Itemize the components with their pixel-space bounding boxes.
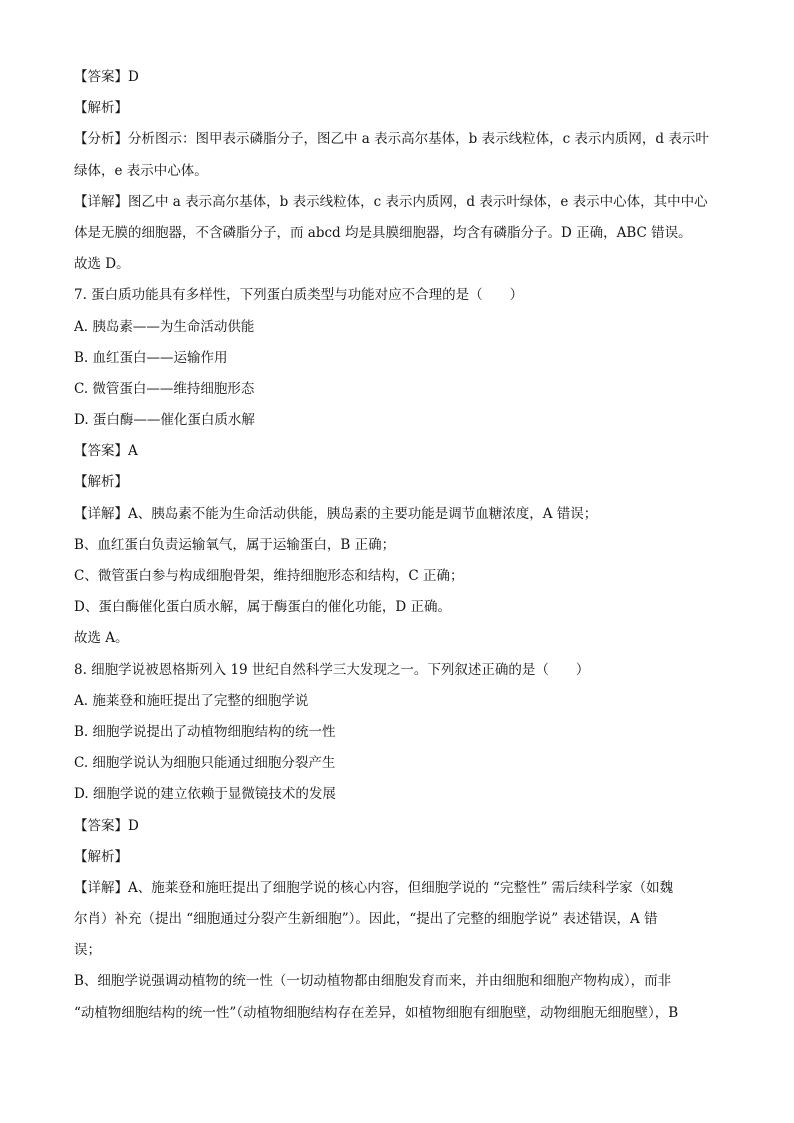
question-7-option-d: D. 蛋白酶——催化蛋白质水解 (74, 412, 255, 429)
detail-text-line: B、细胞学说强调动植物的统一性（一切动植物都由细胞发育而来，并由细胞和细胞产物构成），而非 (74, 973, 672, 990)
conclusion-q7: 故选 A。 (74, 630, 129, 647)
detail-text-line: B、血红蛋白负责运输氧气，属于运输蛋白，B 正确； (74, 536, 396, 553)
analysis-text-line: 【分析】分析图示：图甲表示磷脂分子，图乙中 a 表示高尔基体，b 表示线粒体，c 表示内质网，d 表示叶 (74, 131, 709, 148)
detail-text-line: 【详解】A、施莱登和施旺提出了细胞学说的核心内容，但细胞学说的 “完整性” 需后续科学家（如魏 (74, 879, 674, 896)
detail-text-line: D、蛋白酶催化蛋白质水解，属于酶蛋白的催化功能，D 正确。 (74, 599, 451, 616)
analysis-heading-q6: 【解析】 (74, 100, 128, 117)
answer-label-q7: 【答案】A (74, 443, 138, 460)
question-8-option-c: C. 细胞学说认为细胞只能通过细胞分裂产生 (74, 755, 336, 772)
question-8-option-d: D. 细胞学说的建立依赖于显微镜技术的发展 (74, 786, 336, 803)
detail-text-line: 误； (74, 942, 101, 959)
detail-text-line: 体是无膜的细胞器，不含磷脂分子，而 abcd 均是具膜细胞器，均含有磷脂分子。D 正确，ABC 错误。 (74, 224, 692, 241)
detail-text-line: 尔肖）补充（提出 “细胞通过分裂产生新细胞”）。因此，“提出了完整的细胞学说” 表述错误，A 错 (74, 911, 658, 928)
analysis-heading-q8: 【解析】 (74, 848, 128, 865)
question-8-option-a: A. 施莱登和施旺提出了完整的细胞学说 (74, 692, 309, 709)
question-7-stem: 7. 蛋白质功能具有多样性，下列蛋白质类型与功能对应不合理的是（ ） (74, 287, 524, 304)
conclusion-q6: 故选 D。 (74, 256, 130, 273)
question-8-stem: 8. 细胞学说被恩格斯列入 19 世纪自然科学三大发现之一。下列叙述正确的是（ ） (74, 661, 590, 678)
document-page (74, 62, 726, 1029)
analysis-heading-q7: 【解析】 (74, 474, 128, 491)
question-7-option-c: C. 微管蛋白——维持细胞形态 (74, 380, 255, 397)
question-8-option-b: B. 细胞学说提出了动植物细胞结构的统一性 (74, 723, 336, 740)
question-7-option-b: B. 血红蛋白——运输作用 (74, 349, 228, 366)
answer-label-q8: 【答案】D (74, 817, 139, 834)
question-7-option-a: A. 胰岛素——为生命活动供能 (74, 318, 255, 335)
detail-text-line: 【详解】图乙中 a 表示高尔基体，b 表示线粒体，c 表示内质网，d 表示叶绿体，e 表示中心体，其中中心 (74, 193, 708, 210)
detail-text-line: C、微管蛋白参与构成细胞骨架，维持细胞形态和结构，C 正确； (74, 568, 464, 584)
answer-label-q6: 【答案】D (74, 69, 139, 85)
detail-text-line: 【详解】A、胰岛素不能为生命活动供能，胰岛素的主要功能是调节血糖浓度，A 错误； (74, 505, 598, 522)
analysis-text-line: 绿体，e 表示中心体。 (74, 162, 208, 179)
detail-text-line: “动植物细胞结构的统一性”（动植物细胞结构存在差异，如植物细胞有细胞壁，动物细胞无细胞壁），B (74, 1004, 679, 1021)
